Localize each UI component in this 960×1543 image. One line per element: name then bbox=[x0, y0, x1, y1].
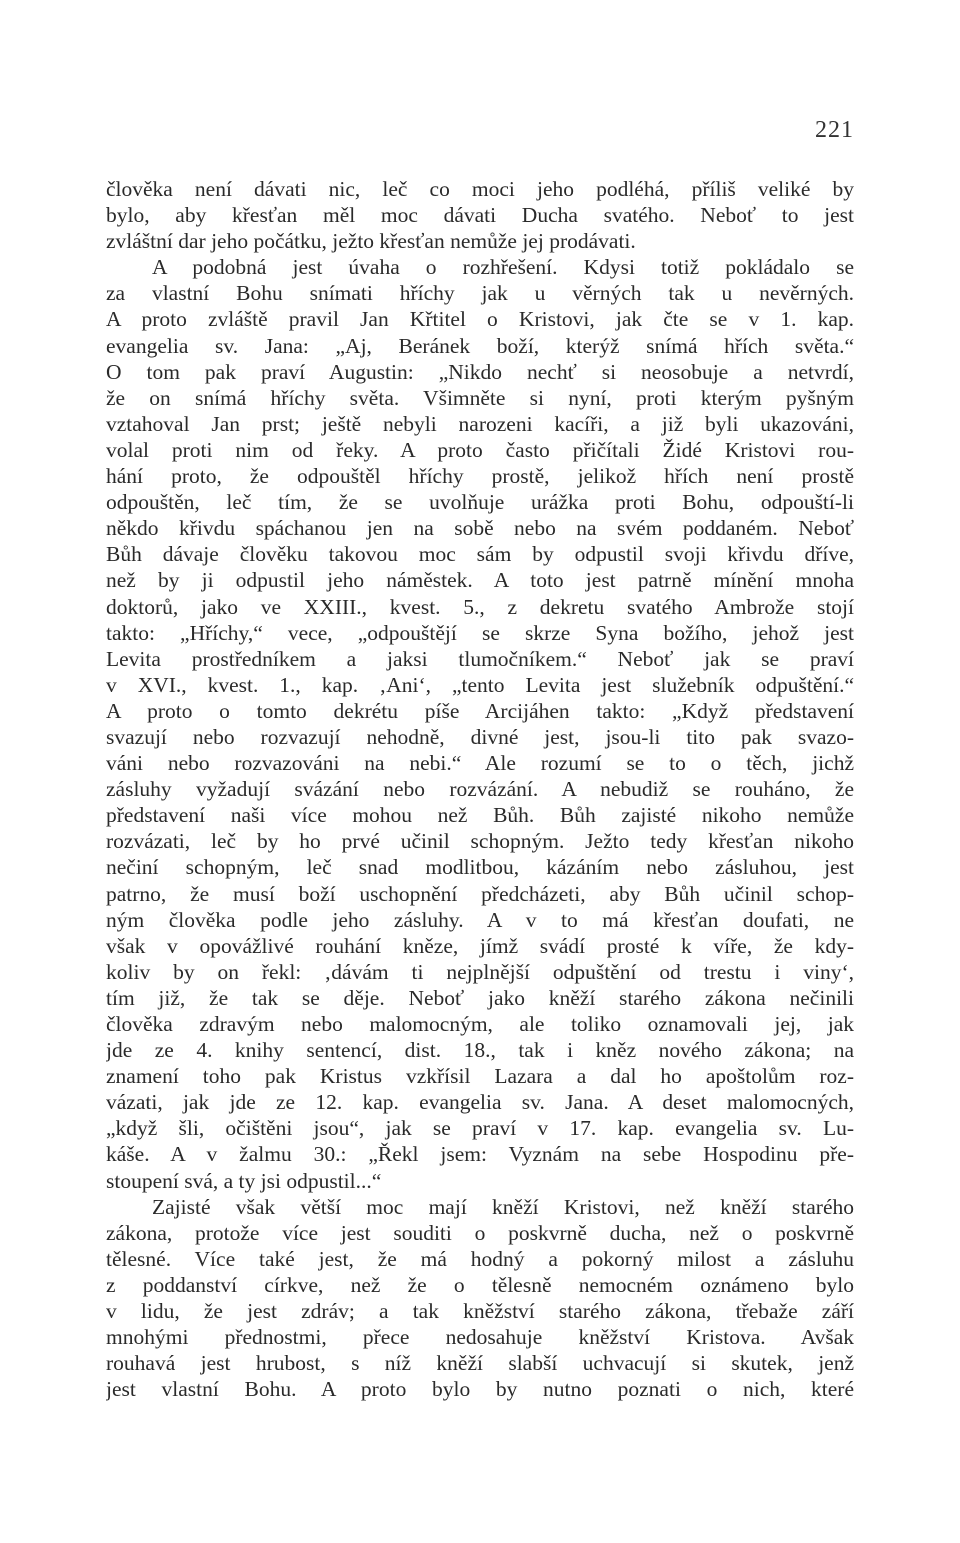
text-line: z poddanství církve, než že o tělesně nemocném oznámeno bylo bbox=[106, 1272, 854, 1297]
text-line: váni nebo rozvazováni na nebi.“ Ale rozumí se to o těch, jichž bbox=[106, 751, 854, 776]
text-line: znamení toho pak Kristus vzkřísil Lazara a dal ho apoštolům roz- bbox=[106, 1064, 854, 1089]
text-line: jest vlastní Bohu. A proto bylo by nutno poznati o nich, které bbox=[106, 1377, 854, 1402]
text-line: A proto o tomto dekrétu píše Arcijáhen takto: „Když představení bbox=[106, 698, 854, 723]
text-line: stoupení svá, a ty jsi odpustil...“ bbox=[106, 1168, 382, 1193]
text-line: člověka není dávati nic, leč co moci jeho podléhá, příliš veliké by bbox=[106, 177, 854, 201]
text-line: jde ze 4. knihy sentencí, dist. 18., tak i kněz nového zákona; na bbox=[106, 1038, 854, 1063]
text-line: někdo křivdu spáchanou jen na sobě nebo na svém poddaném. Neboť bbox=[106, 516, 854, 541]
text-line: představení naši více mohou než Bůh. Bůh zajisté nikoho nemůže bbox=[106, 803, 854, 828]
text-line: zákona, protože více jest souditi o poskvrně ducha, než o poskvrně bbox=[106, 1220, 854, 1245]
text-line: však v opovážlivé rouhání kněze, jímž svádí prosté k víře, že kdy- bbox=[106, 933, 854, 958]
text-line: „když šli, očištěni jsou“, jak se praví v 17. kap. evangelia sv. Lu- bbox=[106, 1116, 854, 1141]
text-line: doktorů, jako ve XXIII., kvest. 5., z dekretu svatého Ambrože stojí bbox=[106, 594, 854, 619]
text-line: Levita prostředníkem a jaksi tlumočníkem.“ Neboť jak se praví bbox=[106, 646, 854, 671]
text-line: O tom pak praví Augustin: „Nikdo nechť si neosobuje a netvrdí, bbox=[106, 359, 854, 384]
text-line: koliv by on řekl: ‚dávám ti nejplnější odpuštění od trestu i viny‘, bbox=[106, 959, 854, 984]
text-line: rozvázati, leč by ho prvé učinil schopným. Ježto tedy křesťan nikoho bbox=[106, 829, 854, 854]
text-line: odpouštěn, leč tím, že se uvolňuje urážka proti Bohu, odpouští-li bbox=[106, 490, 854, 515]
text-line: že on snímá hříchy světa. Všimněte si nyní, proti kterým pyšným bbox=[106, 385, 854, 410]
text-line: tělesné. Více také jest, že má hodný a pokorný milost a zásluhu bbox=[106, 1246, 854, 1271]
text-line: rouhavá jest hrubost, s níž kněží slabší uchvacují si skutek, jenž bbox=[106, 1351, 854, 1376]
text-line: Zajisté však větší moc mají kněží Kristovi, než kněží starého bbox=[152, 1194, 854, 1219]
text-line: A proto zvláště pravil Jan Křtitel o Kristovi, jak čte se v 1. kap. bbox=[106, 307, 854, 332]
body-text bbox=[106, 176, 854, 1402]
text-line: zásluhy vyžadují svázání nebo rozvázání. A nebudiž se rouháno, že bbox=[106, 777, 854, 802]
text-line: v XVI., kvest. 1., kap. ‚Ani‘, „tento Levita jest služebník odpuštění.“ bbox=[106, 672, 854, 697]
text-line: svazují nebo rozvazují nehodně, divné jest, jsou-li tito pak svazo- bbox=[106, 724, 854, 749]
text-line: patrno, že musí boží uschopnění předcházeti, aby Bůh učinil schop- bbox=[106, 881, 854, 906]
text-line: tím již, že tak se děje. Neboť jako kněží starého zákona nečinili bbox=[106, 985, 854, 1010]
text-line: mnohými přednostmi, přece nedosahuje kněžství Kristova. Avšak bbox=[106, 1325, 854, 1350]
text-line: takto: „Hříchy,“ vece, „odpouštějí se skrze Syna božího, jehož jest bbox=[106, 620, 854, 645]
text-line: Bůh dávaje člověku takovou moc sám by odpustil svoji křivdu dříve, bbox=[106, 542, 854, 567]
text-line: ným člověka podle jeho zásluhy. A v to má křesťan doufati, ne bbox=[106, 907, 854, 932]
text-line: vztahoval Jan prst; ještě nebyli narozeni kacíři, a již byli ukazováni, bbox=[106, 411, 854, 436]
page-number: 221 bbox=[815, 117, 854, 143]
text-line: nečiní schopným, leč snad modlitbou, kázáním nebo zásluhou, jest bbox=[106, 855, 854, 880]
text-line: než by ji odpustil jeho náměstek. A toto jest patrně mínění mnoha bbox=[106, 568, 854, 593]
text-line: hání proto, že odpouštěl hříchy prostě, jelikož hřích není prostě bbox=[106, 464, 854, 489]
text-line: člověka zdravým nebo malomocným, ale toliko oznamovali jej, jak bbox=[106, 1012, 854, 1036]
text-line: bylo, aby křesťan měl moc dávati Ducha svatého. Neboť to jest bbox=[106, 203, 854, 228]
text-line: v lidu, že jest zdráv; a tak kněžství starého zákona, třebaže září bbox=[106, 1299, 854, 1324]
text-line: A podobná jest úvaha o rozhřešení. Kdysi totiž pokládalo se bbox=[152, 255, 854, 280]
text-line: káše. A v žalmu 30.: „Řekl jsem: Vyznám na sebe Hospodinu pře- bbox=[106, 1142, 854, 1167]
text-line: za vlastní Bohu snímati hříchy jak u věrných tak u nevěrných. bbox=[106, 281, 854, 306]
text-line: vázati, jak jde ze 12. kap. evangelia sv. Jana. A deset malomocných, bbox=[106, 1090, 854, 1115]
text-line: evangelia sv. Jana: „Aj, Beránek boží, kterýž snímá hřích světa.“ bbox=[106, 333, 854, 358]
text-line: zvláštní dar jeho počátku, ježto křesťan nemůže jej prodávati. bbox=[106, 229, 636, 254]
text-line: volal proti nim od řeky. A proto často přičítali Židé Kristovi rou- bbox=[106, 437, 854, 462]
